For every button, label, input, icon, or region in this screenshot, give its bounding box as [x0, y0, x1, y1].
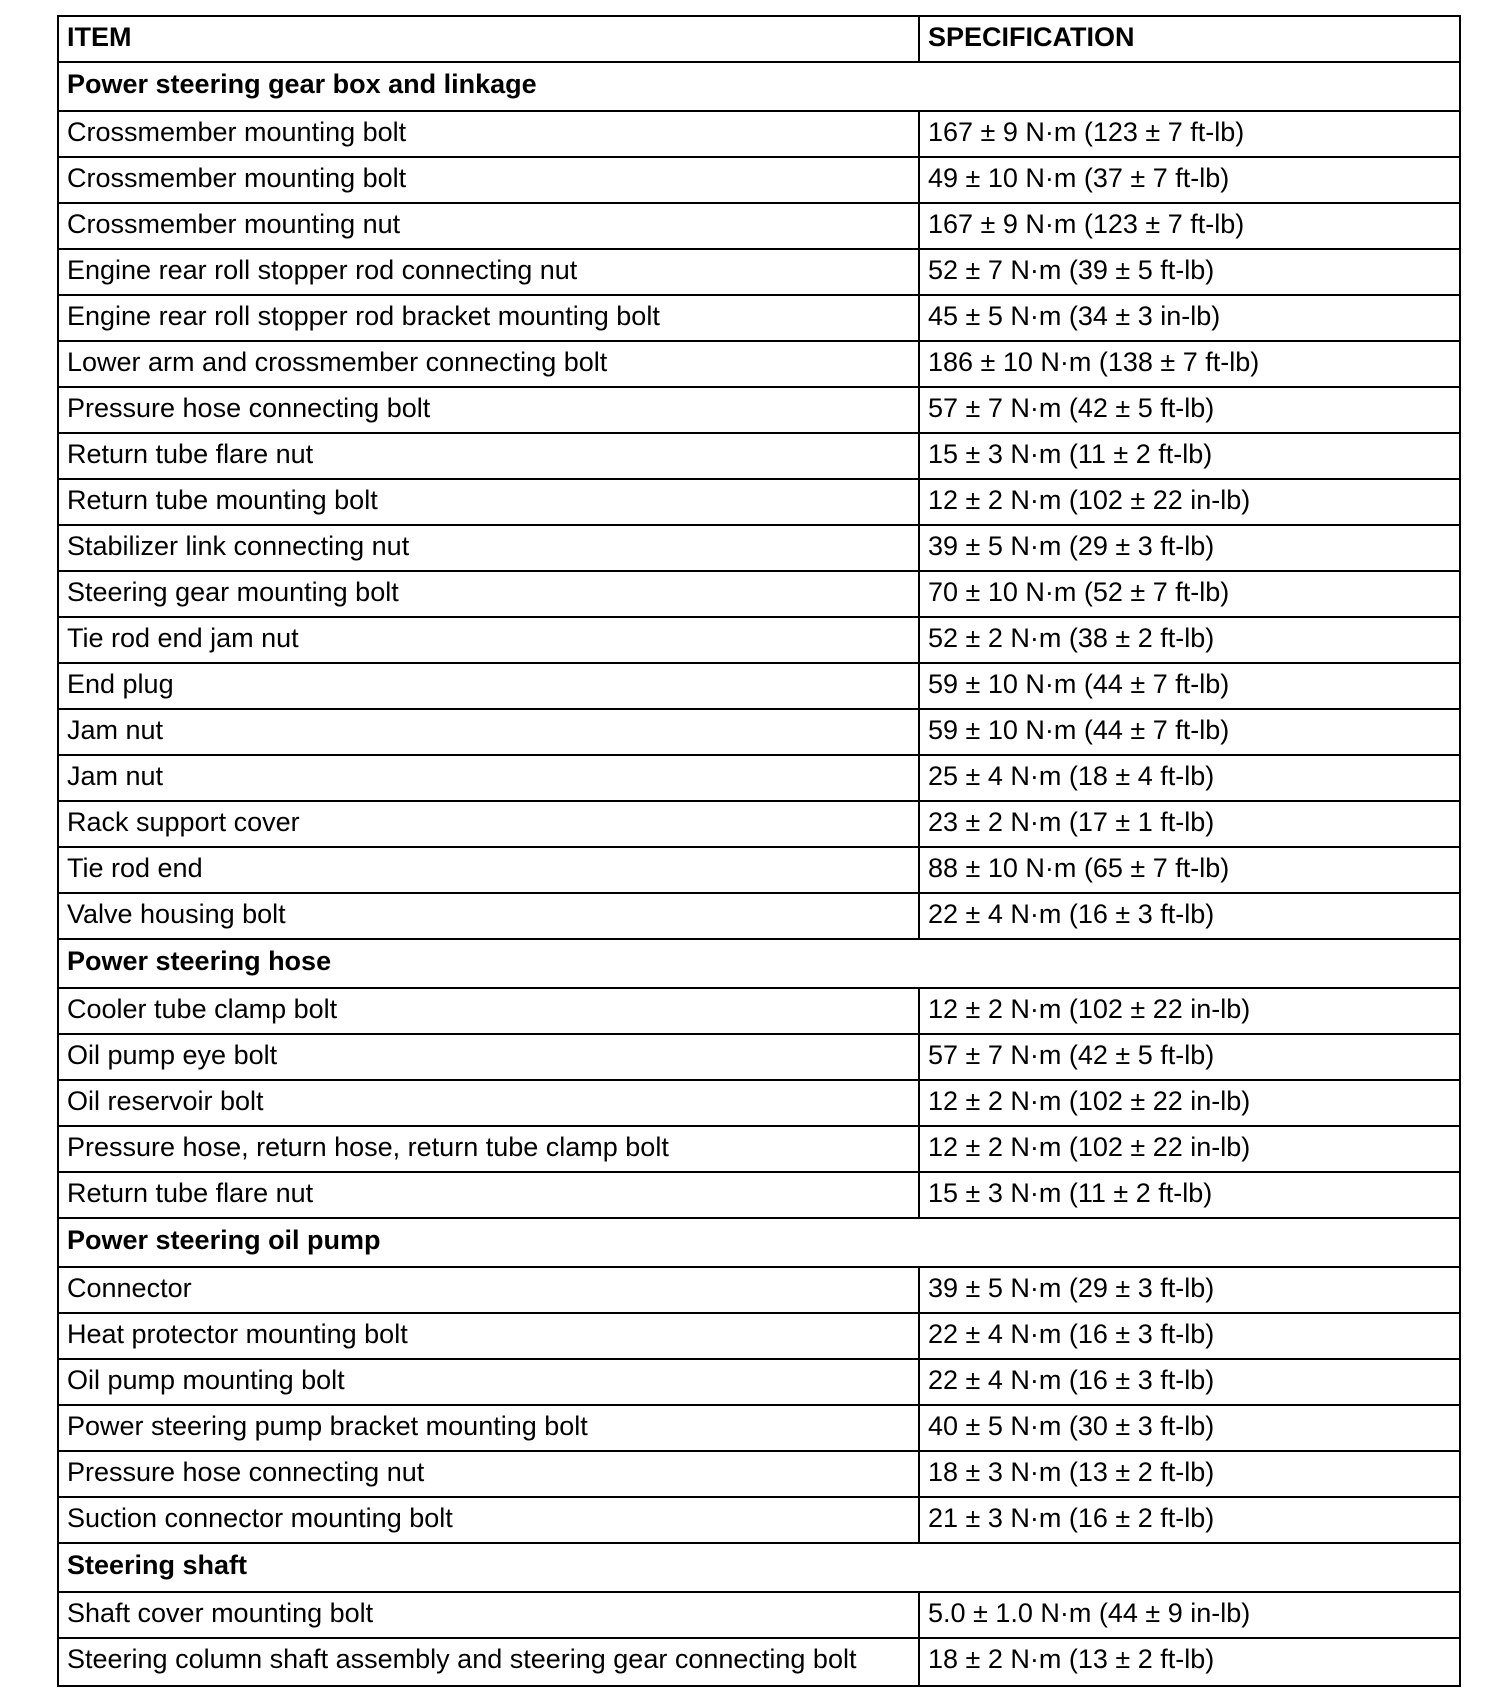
table-row [58, 433, 1460, 479]
table-row [58, 1497, 1460, 1543]
spec-cell: 57 ± 7 N·m (42 ± 5 ft-lb) [919, 1034, 1460, 1080]
item-cell: Connector [58, 1267, 919, 1313]
table-row [58, 801, 1460, 847]
spec-cell: 18 ± 2 N·m (13 ± 2 ft-lb) [919, 1638, 1460, 1686]
spec-cell: 25 ± 4 N·m (18 ± 4 ft-lb) [919, 755, 1460, 801]
item-cell: Pressure hose connecting bolt [58, 387, 919, 433]
table-row [58, 663, 1460, 709]
spec-cell: 39 ± 5 N·m (29 ± 3 ft-lb) [919, 1267, 1460, 1313]
spec-cell: 49 ± 10 N·m (37 ± 7 ft-lb) [919, 157, 1460, 203]
spec-cell: 15 ± 3 N·m (11 ± 2 ft-lb) [919, 433, 1460, 479]
header-specification: SPECIFICATION [919, 16, 1460, 62]
item-cell: Valve housing bolt [58, 893, 919, 939]
spec-table [57, 15, 1461, 1687]
spec-cell: 18 ± 3 N·m (13 ± 2 ft-lb) [919, 1451, 1460, 1497]
table-row [58, 1405, 1460, 1451]
section-heading-row [58, 62, 1460, 111]
spec-cell: 12 ± 2 N·m (102 ± 22 in-lb) [919, 1126, 1460, 1172]
item-cell: Engine rear roll stopper rod bracket mounting bolt [58, 295, 919, 341]
item-cell: Stabilizer link connecting nut [58, 525, 919, 571]
table-row [58, 341, 1460, 387]
item-cell: Tie rod end [58, 847, 919, 893]
table-row [58, 1034, 1460, 1080]
table-row [58, 1592, 1460, 1638]
section-title: Power steering hose [58, 939, 1460, 988]
spec-cell: 21 ± 3 N·m (16 ± 2 ft-lb) [919, 1497, 1460, 1543]
table-row [58, 988, 1460, 1034]
spec-cell: 70 ± 10 N·m (52 ± 7 ft-lb) [919, 571, 1460, 617]
spec-cell: 15 ± 3 N·m (11 ± 2 ft-lb) [919, 1172, 1460, 1218]
table-row [58, 617, 1460, 663]
section-title: Power steering oil pump [58, 1218, 1460, 1267]
table-row [58, 111, 1460, 157]
item-cell: End plug [58, 663, 919, 709]
spec-cell: 12 ± 2 N·m (102 ± 22 in-lb) [919, 479, 1460, 525]
table-row [58, 1451, 1460, 1497]
item-cell: Tie rod end jam nut [58, 617, 919, 663]
item-cell: Return tube flare nut [58, 433, 919, 479]
spec-cell: 12 ± 2 N·m (102 ± 22 in-lb) [919, 1080, 1460, 1126]
table-row [58, 525, 1460, 571]
item-cell: Return tube mounting bolt [58, 479, 919, 525]
item-cell: Oil pump mounting bolt [58, 1359, 919, 1405]
spec-cell: 22 ± 4 N·m (16 ± 3 ft-lb) [919, 893, 1460, 939]
table-row [58, 755, 1460, 801]
spec-cell: 39 ± 5 N·m (29 ± 3 ft-lb) [919, 525, 1460, 571]
table-row [58, 847, 1460, 893]
item-cell: Oil reservoir bolt [58, 1080, 919, 1126]
table-row [58, 479, 1460, 525]
item-cell: Pressure hose, return hose, return tube clamp bolt [58, 1126, 919, 1172]
spec-cell: 52 ± 7 N·m (39 ± 5 ft-lb) [919, 249, 1460, 295]
spec-cell: 57 ± 7 N·m (42 ± 5 ft-lb) [919, 387, 1460, 433]
item-cell: Rack support cover [58, 801, 919, 847]
section-title: Steering shaft [58, 1543, 1460, 1592]
item-cell: Steering gear mounting bolt [58, 571, 919, 617]
table-row [58, 1638, 1460, 1686]
item-cell: Jam nut [58, 755, 919, 801]
spec-cell: 22 ± 4 N·m (16 ± 3 ft-lb) [919, 1313, 1460, 1359]
spec-cell: 59 ± 10 N·m (44 ± 7 ft-lb) [919, 709, 1460, 755]
item-cell: Engine rear roll stopper rod connecting nut [58, 249, 919, 295]
item-cell: Return tube flare nut [58, 1172, 919, 1218]
table-header [58, 16, 1460, 62]
header-item: ITEM [58, 16, 919, 62]
section-title: Power steering gear box and linkage [58, 62, 1460, 111]
item-cell: Steering column shaft assembly and steering gear connecting bolt [58, 1638, 919, 1686]
table-row [58, 1126, 1460, 1172]
item-cell: Cooler tube clamp bolt [58, 988, 919, 1034]
table-row [58, 387, 1460, 433]
table-row [58, 1359, 1460, 1405]
table-row [58, 1172, 1460, 1218]
table-body [58, 62, 1460, 1686]
table-row [58, 249, 1460, 295]
spec-cell: 45 ± 5 N·m (34 ± 3 in-lb) [919, 295, 1460, 341]
table-row [58, 1080, 1460, 1126]
item-cell: Lower arm and crossmember connecting bolt [58, 341, 919, 387]
header-row [58, 16, 1460, 62]
item-cell: Power steering pump bracket mounting bolt [58, 1405, 919, 1451]
spec-cell: 88 ± 10 N·m (65 ± 7 ft-lb) [919, 847, 1460, 893]
item-cell: Crossmember mounting bolt [58, 157, 919, 203]
spec-cell: 59 ± 10 N·m (44 ± 7 ft-lb) [919, 663, 1460, 709]
section-heading-row [58, 1218, 1460, 1267]
spec-cell: 52 ± 2 N·m (38 ± 2 ft-lb) [919, 617, 1460, 663]
section-heading-row [58, 1543, 1460, 1592]
item-cell: Suction connector mounting bolt [58, 1497, 919, 1543]
spec-cell: 23 ± 2 N·m (17 ± 1 ft-lb) [919, 801, 1460, 847]
table-row [58, 709, 1460, 755]
table-row [58, 571, 1460, 617]
table-row [58, 1313, 1460, 1359]
item-cell: Jam nut [58, 709, 919, 755]
section-heading-row [58, 939, 1460, 988]
item-cell: Oil pump eye bolt [58, 1034, 919, 1080]
spec-cell: 186 ± 10 N·m (138 ± 7 ft-lb) [919, 341, 1460, 387]
item-cell: Crossmember mounting nut [58, 203, 919, 249]
spec-cell: 22 ± 4 N·m (16 ± 3 ft-lb) [919, 1359, 1460, 1405]
item-cell: Shaft cover mounting bolt [58, 1592, 919, 1638]
table-row [58, 893, 1460, 939]
item-cell: Crossmember mounting bolt [58, 111, 919, 157]
table-row [58, 295, 1460, 341]
table-row [58, 203, 1460, 249]
table-row [58, 157, 1460, 203]
table-row [58, 1267, 1460, 1313]
item-cell: Pressure hose connecting nut [58, 1451, 919, 1497]
item-cell: Heat protector mounting bolt [58, 1313, 919, 1359]
spec-cell: 40 ± 5 N·m (30 ± 3 ft-lb) [919, 1405, 1460, 1451]
spec-cell: 5.0 ± 1.0 N·m (44 ± 9 in-lb) [919, 1592, 1460, 1638]
spec-cell: 12 ± 2 N·m (102 ± 22 in-lb) [919, 988, 1460, 1034]
spec-cell: 167 ± 9 N·m (123 ± 7 ft-lb) [919, 203, 1460, 249]
spec-cell: 167 ± 9 N·m (123 ± 7 ft-lb) [919, 111, 1460, 157]
